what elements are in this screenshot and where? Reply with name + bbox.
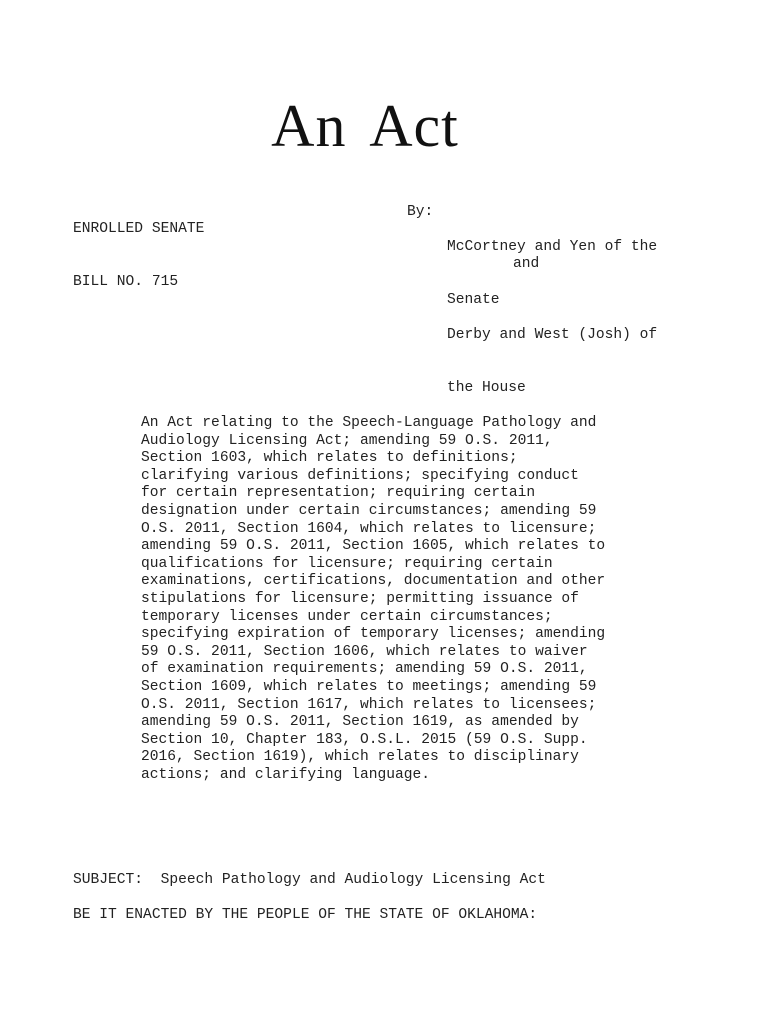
summary-line: Audiology Licensing Act; amending 59 O.S. 2011, bbox=[141, 432, 553, 449]
act-summary bbox=[141, 415, 605, 784]
summary-line: 59 O.S. 2011, Section 1606, which relates to waiver bbox=[141, 643, 588, 660]
subject-line bbox=[73, 872, 546, 890]
document-title: An Act bbox=[271, 93, 459, 159]
house-authors bbox=[447, 292, 657, 433]
summary-line: 2016, Section 1619), which relates to disciplinary bbox=[141, 749, 579, 766]
bill-identifier bbox=[73, 186, 204, 327]
house-authors-line-2: the House bbox=[447, 379, 526, 396]
subject-label: SUBJECT: bbox=[73, 872, 144, 888]
summary-line: temporary licenses under certain circumstances; bbox=[141, 608, 553, 625]
summary-line: amending 59 O.S. 2011, Section 1605, which relates to bbox=[141, 538, 606, 555]
authors-conjunction: and bbox=[513, 256, 540, 272]
enacting-clause: BE IT ENACTED BY THE PEOPLE OF THE STATE OF OKLAHOMA: bbox=[73, 907, 538, 923]
summary-line: stipulations for licensure; permitting issuance of bbox=[141, 590, 579, 607]
summary-line: Section 1609, which relates to meetings; amending 59 bbox=[141, 678, 597, 695]
summary-line: designation under certain circumstances; amending 59 bbox=[141, 502, 597, 519]
summary-line: for certain representation; requiring certain bbox=[141, 485, 536, 502]
bill-id-line-1: ENROLLED SENATE bbox=[73, 221, 205, 238]
summary-line: clarifying various definitions; specifying conduct bbox=[141, 467, 579, 484]
summary-line: O.S. 2011, Section 1617, which relates to licensees; bbox=[141, 696, 597, 713]
summary-line: specifying expiration of temporary licenses; amending bbox=[141, 626, 606, 643]
house-authors-line-1: Derby and West (Josh) of bbox=[447, 327, 658, 344]
bill-id-line-2: BILL NO. 715 bbox=[73, 273, 179, 290]
summary-line: of examination requirements; amending 59 O.S. 2011, bbox=[141, 661, 588, 678]
summary-line: qualifications for licensure; requiring certain bbox=[141, 555, 553, 572]
by-label: By: bbox=[407, 204, 434, 220]
summary-line: An Act relating to the Speech-Language Pathology and bbox=[141, 415, 597, 431]
summary-line: actions; and clarifying language. bbox=[141, 766, 431, 783]
subject-text: Speech Pathology and Audiology Licensing Act bbox=[160, 872, 546, 888]
summary-line: amending 59 O.S. 2011, Section 1619, as amended by bbox=[141, 714, 579, 731]
summary-line: examinations, certifications, documentation and other bbox=[141, 573, 606, 590]
summary-line: Section 1603, which relates to definitions; bbox=[141, 450, 518, 467]
summary-line: O.S. 2011, Section 1604, which relates to licensure; bbox=[141, 520, 597, 537]
senate-authors-line-1: McCortney and Yen of the bbox=[447, 239, 658, 256]
summary-line: Section 10, Chapter 183, O.S.L. 2015 (59 O.S. Supp. bbox=[141, 731, 588, 748]
senate-authors-line-2: Senate bbox=[447, 291, 500, 308]
